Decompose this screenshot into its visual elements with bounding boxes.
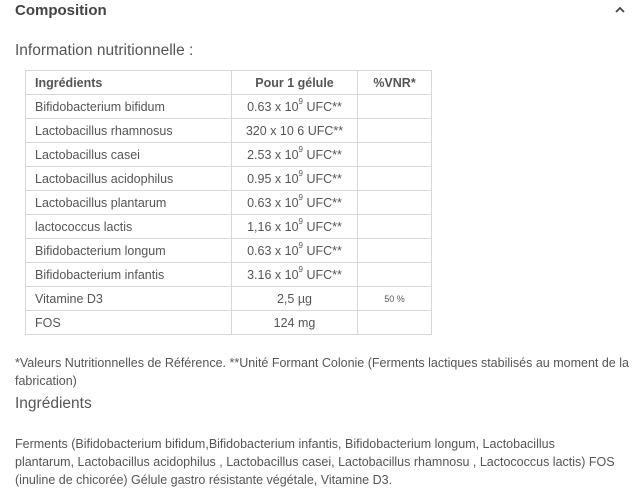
ingredients-title: Ingrédients (15, 395, 92, 412)
amount-per-capsule (232, 119, 358, 143)
vnr-value (358, 143, 432, 167)
amount-per-capsule (232, 143, 358, 167)
ingredient-name: Lactobacillus casei (26, 143, 232, 167)
amount-unit: UFC** (302, 99, 342, 114)
amount-exponent: 9 (298, 193, 303, 203)
amount-base: 0.63 x 10 (247, 99, 299, 114)
amount-unit: UFC** (302, 243, 342, 258)
amount-unit: UFC** (302, 267, 342, 282)
amount-base: 3.16 x 10 (247, 267, 299, 282)
amount-base: 0.63 x 10 (247, 243, 299, 258)
vnr-value (358, 215, 432, 239)
table-row (26, 95, 432, 119)
table-row (26, 143, 432, 167)
amount-exponent: 9 (298, 217, 303, 227)
amount-base: 2,5 µg (276, 291, 312, 306)
amount-per-capsule (232, 95, 358, 119)
vnr-value (358, 263, 432, 287)
vnr-value: 50 % (358, 287, 432, 311)
amount-unit: UFC** (302, 195, 342, 210)
table-row (26, 263, 432, 287)
amount-per-capsule (232, 263, 358, 287)
nutrition-info-title: Information nutritionnelle : (15, 42, 194, 59)
ingredient-name: Bifidobacterium bifidum (26, 95, 232, 119)
amount-per-capsule (232, 215, 358, 239)
ingredient-name: FOS (26, 311, 232, 335)
vnr-value (358, 311, 432, 335)
vnr-value (358, 119, 432, 143)
amount-base: 2.53 x 10 (247, 147, 299, 162)
table-row (26, 239, 432, 263)
ingredient-name: lactococcus lactis (26, 215, 232, 239)
ingredient-name: Bifidobacterium infantis (26, 263, 232, 287)
column-header: %VNR* (358, 71, 432, 95)
amount-per-capsule (232, 239, 358, 263)
composition-accordion-header[interactable] (0, 0, 640, 24)
amount-base: 0.95 x 10 (247, 171, 299, 186)
amount-base: 124 mg (273, 315, 316, 330)
amount-base: 320 x 10 6 UFC** (245, 123, 344, 138)
amount-exponent: 9 (298, 145, 303, 155)
footnote: *Valeurs Nutritionnelles de Référence. **Unité Formant Colonie (Ferments lactiques stabilisés au moment de la fabrication) (15, 356, 629, 388)
table-row (26, 167, 432, 191)
table-row (26, 215, 432, 239)
ingredient-name: Lactobacillus acidophilus (26, 167, 232, 191)
table-row (26, 287, 432, 311)
amount-base: 1,16 x 10 (247, 219, 299, 234)
amount-exponent: 9 (298, 265, 303, 275)
amount-per-capsule (232, 191, 358, 215)
composition-title: Composition (15, 2, 107, 19)
amount-unit: UFC** (302, 171, 342, 186)
amount-exponent: 9 (298, 241, 303, 251)
ingredient-name: Bifidobacterium longum (26, 239, 232, 263)
table-row (26, 311, 432, 335)
amount-unit: UFC** (302, 147, 342, 162)
vnr-value (358, 167, 432, 191)
column-header: Pour 1 gélule (232, 71, 358, 95)
ingredient-name: Lactobacillus rhamnosus (26, 119, 232, 143)
amount-base: 0.63 x 10 (247, 195, 299, 210)
chevron-up-icon[interactable] (614, 4, 626, 16)
amount-per-capsule (232, 311, 358, 335)
column-header: Ingrédients (26, 71, 232, 95)
vnr-value (358, 191, 432, 215)
table-header-row (26, 71, 432, 95)
ingredients-text: Ferments (Bifidobacterium bifidum,Bifidobacterium infantis, Bifidobacterium longum, Lactobacillus plantarum, Lactobacillus acidophilus , Lactobacillus casei, Lactobacillus rhamnosu , Lactococcus lactis) FOS (inuline de chicorée) Gélule gastro résistante végétale, Vitamine D3. (15, 437, 615, 487)
table-row (26, 191, 432, 215)
amount-per-capsule (232, 167, 358, 191)
amount-exponent: 9 (298, 169, 303, 179)
ingredient-name: Lactobacillus plantarum (26, 191, 232, 215)
nutrition-table (25, 70, 432, 335)
amount-exponent: 9 (298, 97, 303, 107)
amount-unit: UFC** (302, 219, 342, 234)
vnr-value (358, 239, 432, 263)
amount-per-capsule (232, 287, 358, 311)
vnr-value (358, 95, 432, 119)
table-row (26, 119, 432, 143)
ingredient-name: Vitamine D3 (26, 287, 232, 311)
